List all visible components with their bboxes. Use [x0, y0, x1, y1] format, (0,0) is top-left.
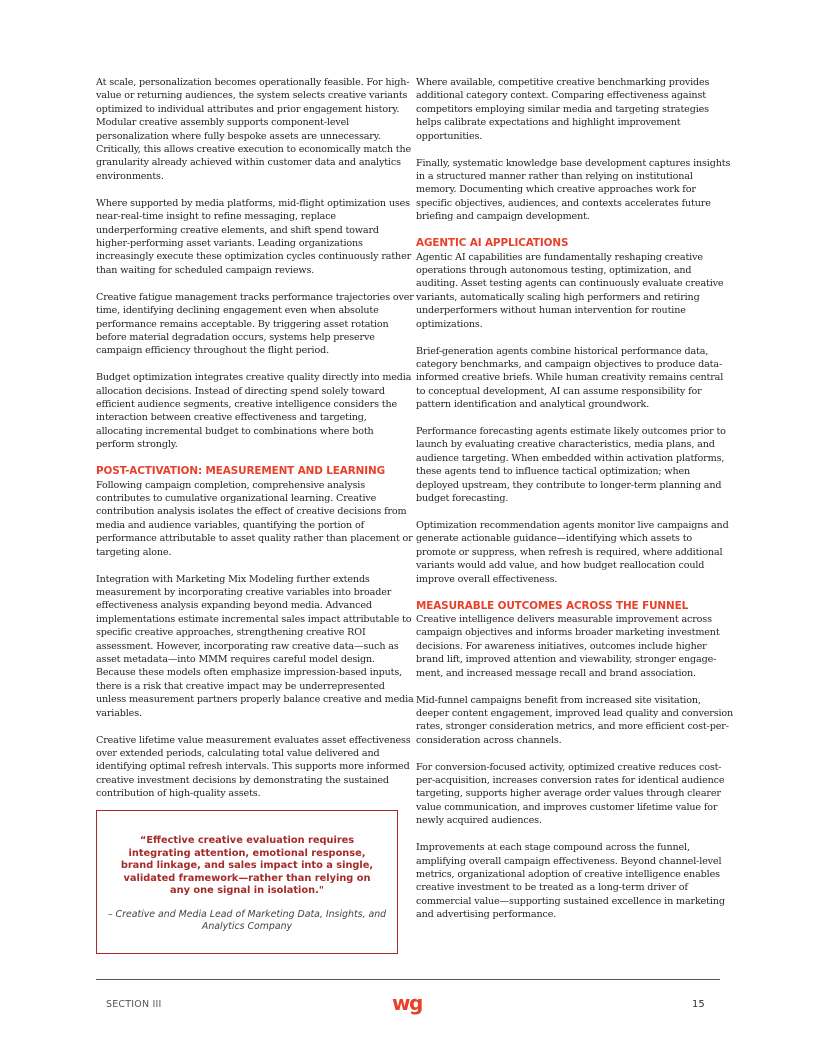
page-number: 15 — [692, 999, 705, 1010]
paragraph-personalization: At scale, personalization becomes operationally feasible. For high-value or returning audiences, the system selects creative variants optimized to individual attributes and prior engagement history. Modular creative assembly supports component-level personalization where fully bespoke assets are unnecessary. Critically, this allows creative execution to economically match the granularity already achieved within customer data and analytics environments. — [96, 77, 412, 182]
paragraph-optimization-recommendation: Optimization recommendation agents monitor live campaigns and generate actionable guidance—identifying which assets to promote or suppress, when refresh is required, where additional variants would add value, and how budget reallocation could improve overall effectiveness. — [416, 519, 729, 585]
pull-quote-box — [96, 810, 398, 954]
paragraph-conversion: For conversion-focused activity, optimized creative reduces cost-per-acquisition, increases conversion rates for identical audience targeting, supports higher average order values through clearer value communication, and improves customer lifetime value for newly acquired audiences. — [416, 761, 725, 827]
footer-section-label: SECTION III — [106, 999, 162, 1010]
paragraph-awareness-outcomes: Creative intelligence delivers measurable improvement across campaign objectives and informs broader marketing investment decisions. For awareness initiatives, outcomes include higher brand lift, improved attention and viewability, stronger engage-ment, and increased message recall and brand association. — [416, 614, 720, 679]
paragraph-mid-funnel: Mid-funnel campaigns benefit from increased site visitation, deeper content engagement, improved lead quality and conversion rates, stronger consideration metrics, and more efficient cost-per-consideration across channels. — [416, 694, 734, 746]
pull-quote-text: “Effective creative evaluation requires integrating attention, emotional response, brand linkage, and sales impact into a single, validated framework—rather than relying on any one signal in isolation." — [120, 835, 374, 897]
paragraph-knowledge-base: Finally, systematic knowledge base development captures insights in a structured manner rather than relying on institutional memory. Documenting which creative approaches work for specific objectives, audiences, and contexts accelerates future briefing and campaign development. — [416, 157, 731, 223]
heading-measurable-outcomes: MEASURABLE OUTCOMES ACROSS THE FUNNEL — [416, 599, 689, 612]
paragraph-agentic-capabilities: Agentic AI capabilities are fundamentally reshaping creative operations through autonomous testing, optimization, and auditing. Asset testing agents can continuously evaluate creative variants, automatically scaling high performers and retiring underperformers without human intervention for routine optimizations. — [416, 251, 724, 330]
paragraph-post-activation-analysis: Following campaign completion, comprehensive analysis contributes to cumulative organizational learning. Creative contribution analysis isolates the effect of creative decisions from media and audience variables, quantifying the portion of performance attributable to asset quality rather than placement or targeting alone. — [96, 479, 413, 558]
paragraph-competitive-benchmarking: Where available, competitive creative benchmarking provides additional category context. Comparing effectiveness against competitors employing similar media and targeting strategies helps calibrate expectations and highlight improvement opportunities. — [416, 77, 710, 142]
pull-quote-attribution: – Creative and Media Lead of Marketing Data, Insights, and Analytics Company — [107, 908, 387, 933]
paragraph-budget-optimization: Budget optimization integrates creative quality directly into media allocation decisions. Instead of directing spend solely toward efficient audience segments, creative intelligence considers the interaction between creative effectiveness and targeting, allocating incremental budget to combinations where both perform strongly. — [96, 372, 412, 451]
paragraph-brief-generation: Brief-generation agents combine historical performance data, category benchmarks, and campaign objectives to produce data-informed creative briefs. While human creativity remains central to conceptual development, AI can assume responsibility for pattern identification and analytical groundwork. — [416, 345, 724, 411]
paragraph-performance-forecasting: Performance forecasting agents estimate likely outcomes prior to launch by evaluating creative characteristics, media plans, and audience targeting. When embedded within activation platforms, these agents tend to influence tactical optimization; when deployed upstream, they contribute to longer-term planning and budget forecasting. — [416, 426, 726, 505]
wg-logo-icon: wg — [392, 991, 422, 1015]
left-column — [96, 76, 414, 814]
paragraph-mmm-integration: Integration with Marketing Mix Modeling further extends measurement by incorporating creative variables into broader effectiveness analysis expanding beyond media. Advanced implementations estimate incremental sales impact attributable to specific creative approaches, strengthening creative ROI assessment. However, incorporating raw creative data—such as asset metadata—into MMM requires careful model design. Because these models often emphasize impression-based inputs, there is a risk that creative impact may be underrepresented unless measurement partners properly balance creative and media variables. — [96, 573, 414, 719]
paragraph-mid-flight-optimization: Where supported by media platforms, mid-flight optimization uses near-real-time insight to refine messaging, replace underperforming creative elements, and shift spend toward higher-performing asset variants. Leading organizations increasingly execute these optimization cycles continuously rather than waiting for scheduled campaign reviews. — [96, 197, 412, 276]
paragraph-creative-fatigue: Creative fatigue management tracks performance trajectories over time, identifying declining engagement even when absolute performance remains acceptable. By triggering asset rotation before material degradation occurs, systems help preserve campaign efficiency throughout the flight period. — [96, 291, 414, 357]
right-column — [416, 76, 734, 935]
paragraph-creative-lifetime-value: Creative lifetime value measurement evaluates asset effectiveness over extended periods, calculating total value delivered and identifying optimal refresh intervals. This supports more informed creative investment decisions by demonstrating the sustained contribution of high-quality assets. — [96, 734, 411, 800]
heading-post-activation: POST-ACTIVATION: MEASUREMENT AND LEARNING — [96, 465, 386, 478]
footer-divider — [96, 979, 720, 980]
paragraph-compound-improvements: Improvements at each stage compound across the funnel, amplifying overall campaign effectiveness. Beyond channel-level metrics, organizational adoption of creative intelligence enables creative investment to be treated as a long-term driver of commercial value—supporting sustained excellence in marketing and advertising performance. — [416, 842, 725, 921]
heading-agentic-ai: AGENTIC AI APPLICATIONS — [416, 237, 569, 250]
